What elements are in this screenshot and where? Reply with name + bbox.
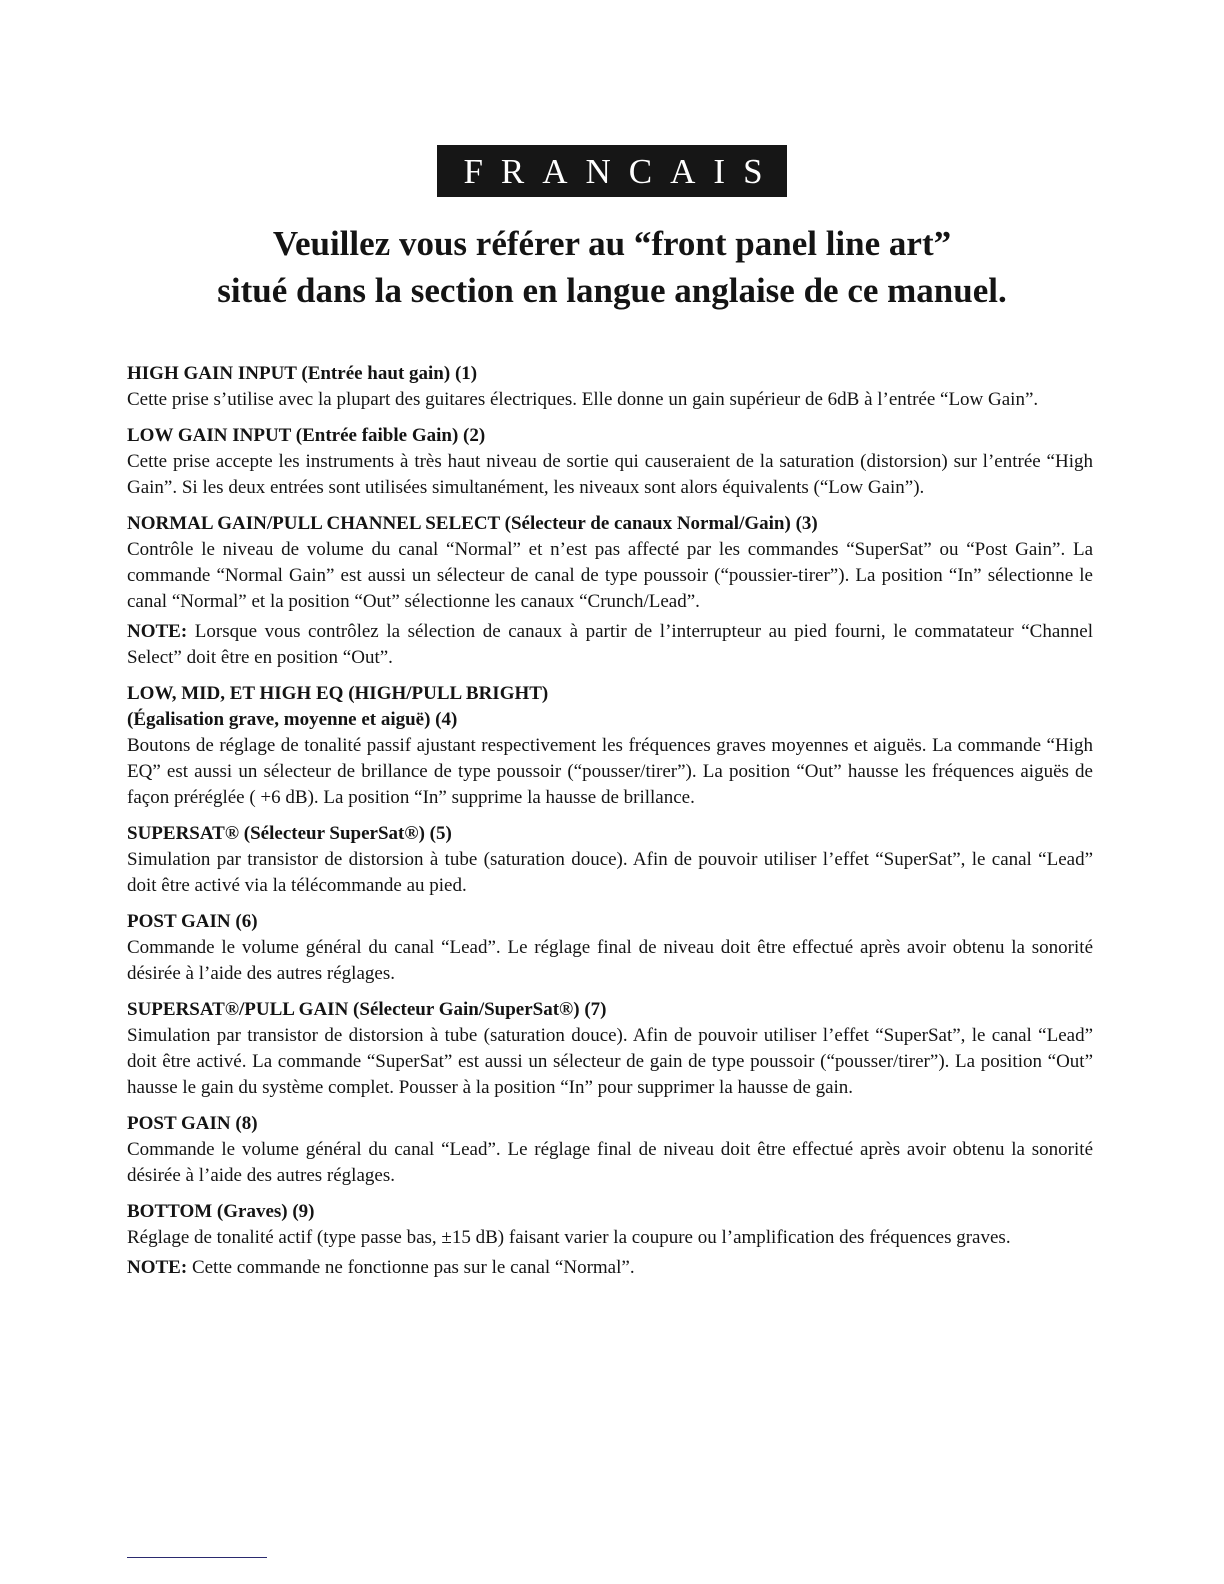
headline-line-2: situé dans la section en langue anglaise de ce manuel. <box>217 271 1007 310</box>
banner-container <box>0 145 1224 197</box>
note-text: Cette commande ne fonctionne pas sur le canal “Normal”. <box>187 1257 635 1278</box>
footnote-rule <box>127 1557 267 1558</box>
section-body: Réglage de tonalité actif (type passe bas, ±15 dB) faisant varier la coupure ou l’amplification des fréquences graves. <box>127 1227 1011 1248</box>
section-eq <box>127 681 1093 811</box>
language-banner: FRANCAIS <box>437 145 787 197</box>
section-post-gain-6 <box>127 909 1093 987</box>
section-heading: POST GAIN (6) <box>127 911 258 932</box>
section-post-gain-8 <box>127 1111 1093 1189</box>
section-heading: SUPERSAT® (Sélecteur SuperSat®) (5) <box>127 823 452 844</box>
section-body: Simulation par transistor de distorsion à tube (saturation douce). Afin de pouvoir utiliser l’effet “SuperSat”, le canal “Lead” doit être activé via la télécommande au pied. <box>127 849 1093 896</box>
section-subheading: (Égalisation grave, moyenne et aiguë) (4) <box>127 709 458 730</box>
section-body: Commande le volume général du canal “Lead”. Le réglage final de niveau doit être effectué après avoir obtenu la sonorité désirée à l’aide des autres réglages. <box>127 1139 1093 1186</box>
section-heading: BOTTOM (Graves) (9) <box>127 1201 315 1222</box>
section-body: Contrôle le niveau de volume du canal “Normal” et n’est pas affecté par les commandes “SuperSat” ou “Post Gain”. La commande “Normal Gain” est aussi un sélecteur de canal de type poussoir (“poussier-tirer”). La position “In” sélectionne le canal “Normal” et la position “Out” sélectionne les canaux “Crunch/Lead”. <box>127 539 1093 612</box>
section-body: Cette prise accepte les instruments à très haut niveau de sortie qui causeraient de la saturation (distorsion) sur l’entrée “High Gain”. Si les deux entrées sont utilisées simultanément, les niveaux sont alors équivalents (“Low Gain”). <box>127 451 1093 498</box>
section-high-gain-input <box>127 361 1093 413</box>
section-low-gain-input <box>127 423 1093 501</box>
section-heading: LOW, MID, ET HIGH EQ (HIGH/PULL BRIGHT) <box>127 683 549 704</box>
section-heading: SUPERSAT®/PULL GAIN (Sélecteur Gain/SuperSat®) (7) <box>127 999 607 1020</box>
page-headline <box>0 220 1224 314</box>
note-label: NOTE: <box>127 621 188 642</box>
section-body: Simulation par transistor de distorsion à tube (saturation douce). Afin de pouvoir utiliser l’effet “SuperSat”, le canal “Lead” doit être activé. La commande “SuperSat” est aussi un sélecteur de gain de type poussoir (“pousser/tirer”). La position “Out” hausse le gain du système complet. Pousser à la position “In” pour supprimer la hausse de gain. <box>127 1025 1093 1098</box>
headline-line-1: Veuillez vous référer au “front panel line art” <box>272 224 952 263</box>
section-heading: LOW GAIN INPUT (Entrée faible Gain) (2) <box>127 425 486 446</box>
note-label: NOTE: <box>127 1257 188 1278</box>
section-body: Cette prise s’utilise avec la plupart des guitares électriques. Elle donne un gain supérieur de 6dB à l’entrée “Low Gain”. <box>127 389 1039 410</box>
section-body: Commande le volume général du canal “Lead”. Le réglage final de niveau doit être effectué après avoir obtenu la sonorité désirée à l’aide des autres réglages. <box>127 937 1093 984</box>
section-heading: NORMAL GAIN/PULL CHANNEL SELECT (Sélecteur de canaux Normal/Gain) (3) <box>127 513 818 534</box>
section-normal-gain <box>127 511 1093 671</box>
section-supersat <box>127 821 1093 899</box>
section-heading: POST GAIN (8) <box>127 1113 258 1134</box>
section-heading: HIGH GAIN INPUT (Entrée haut gain) (1) <box>127 363 478 384</box>
section-body: Boutons de réglage de tonalité passif ajustant respectivement les fréquences graves moyennes et aiguës. La commande “High EQ” est aussi un sélecteur de brillance de type poussoir (“pousser/tirer”). La position “Out” hausse les fréquences aiguës de façon préréglée ( +6 dB). La position “In” supprime la hausse de brillance. <box>127 735 1093 808</box>
controls-description <box>127 361 1093 1291</box>
section-note <box>127 619 1093 671</box>
section-note <box>127 1255 1093 1281</box>
note-text: Lorsque vous contrôlez la sélection de canaux à partir de l’interrupteur au pied fourni, le commatateur “Channel Select” doit être en position “Out”. <box>127 621 1093 668</box>
section-supersat-pull-gain <box>127 997 1093 1101</box>
section-bottom <box>127 1199 1093 1281</box>
